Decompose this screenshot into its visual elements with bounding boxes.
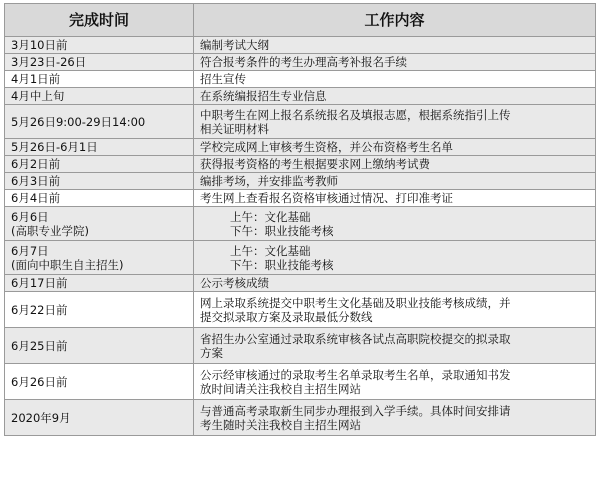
content-line: 下午：职业技能考核: [230, 223, 334, 238]
table-row: [5, 292, 596, 328]
date-cell: 3月23日-26日: [5, 54, 194, 71]
table-row: [5, 71, 596, 88]
date-cell: [5, 207, 194, 241]
date-cell: [5, 241, 194, 275]
header-work-content: 工作内容: [194, 4, 596, 37]
date-note: (高职专业学院): [11, 223, 89, 238]
date-line: 6月6日: [11, 209, 49, 224]
content-cell: [194, 105, 596, 139]
table-row: [5, 156, 596, 173]
content-line: 方案: [200, 345, 223, 360]
content-cell: [194, 328, 596, 364]
table-row: [5, 364, 596, 400]
content-cell: [194, 241, 596, 275]
date-cell: 6月25日前: [5, 328, 194, 364]
schedule-table: [4, 3, 596, 436]
table-row: [5, 275, 596, 292]
content-cell: 获得报考资格的考生根据要求网上缴纳考试费: [194, 156, 596, 173]
table-header-row: [5, 4, 596, 37]
content-line: 网上录取系统提交中职考生文化基础及职业技能考核成绩，并: [200, 295, 511, 310]
content-cell: 在系统编报招生专业信息: [194, 88, 596, 105]
content-line: 提交拟录取方案及录取最低分数线: [200, 309, 373, 324]
schedule-table-container: [4, 3, 596, 436]
date-cell: 4月中上旬: [5, 88, 194, 105]
content-cell: [194, 292, 596, 328]
date-line: 6月7日: [11, 243, 49, 258]
table-row: [5, 400, 596, 436]
date-cell: 6月4日前: [5, 190, 194, 207]
content-line: 公示经审核通过的录取考生名单录取考生名单，录取通知书发: [200, 367, 511, 382]
content-cell: 编排考场，并安排监考教师: [194, 173, 596, 190]
date-cell: 6月22日前: [5, 292, 194, 328]
content-cell: [194, 400, 596, 436]
content-line: 上午：文化基础: [230, 209, 311, 224]
table-row: [5, 207, 596, 241]
table-row: [5, 173, 596, 190]
table-row: [5, 54, 596, 71]
content-line: 放时间请关注我校自主招生网站: [200, 381, 361, 396]
content-cell: [194, 207, 596, 241]
date-cell: 6月2日前: [5, 156, 194, 173]
content-cell: 招生宣传: [194, 71, 596, 88]
content-cell: 编制考试大纲: [194, 37, 596, 54]
content-line: 下午：职业技能考核: [230, 257, 334, 272]
date-note: (面向中职生自主招生): [11, 257, 124, 272]
content-line: 与普通高考录取新生同步办理报到入学手续。具体时间安排请: [200, 403, 511, 418]
table-row: [5, 328, 596, 364]
table-row: [5, 88, 596, 105]
content-cell: 考生网上查看报名资格审核通过情况、打印准考证: [194, 190, 596, 207]
content-line: 相关证明材料: [200, 121, 269, 136]
table-row: [5, 105, 596, 139]
table-row: [5, 139, 596, 156]
date-cell: 6月17日前: [5, 275, 194, 292]
content-line: 考生随时关注我校自主招生网站: [200, 417, 361, 432]
date-cell: 6月3日前: [5, 173, 194, 190]
date-cell: 5月26日-6月1日: [5, 139, 194, 156]
date-cell: 4月1日前: [5, 71, 194, 88]
content-line: 中职考生在网上报名系统报名及填报志愿，根据系统指引上传: [200, 107, 511, 122]
date-cell: 2020年9月: [5, 400, 194, 436]
header-completion-time: 完成时间: [5, 4, 194, 37]
content-line: 上午：文化基础: [230, 243, 311, 258]
table-row: [5, 190, 596, 207]
table-row: [5, 37, 596, 54]
date-cell: 6月26日前: [5, 364, 194, 400]
content-line: 省招生办公室通过录取系统审核各试点高职院校提交的拟录取: [200, 331, 511, 346]
table-row: [5, 241, 596, 275]
content-cell: [194, 364, 596, 400]
content-cell: 符合报考条件的考生办理高考补报名手续: [194, 54, 596, 71]
content-cell: 学校完成网上审核考生资格，并公布资格考生名单: [194, 139, 596, 156]
content-cell: 公示考核成绩: [194, 275, 596, 292]
date-cell: 3月10日前: [5, 37, 194, 54]
date-cell: 5月26日9:00-29日14:00: [5, 105, 194, 139]
